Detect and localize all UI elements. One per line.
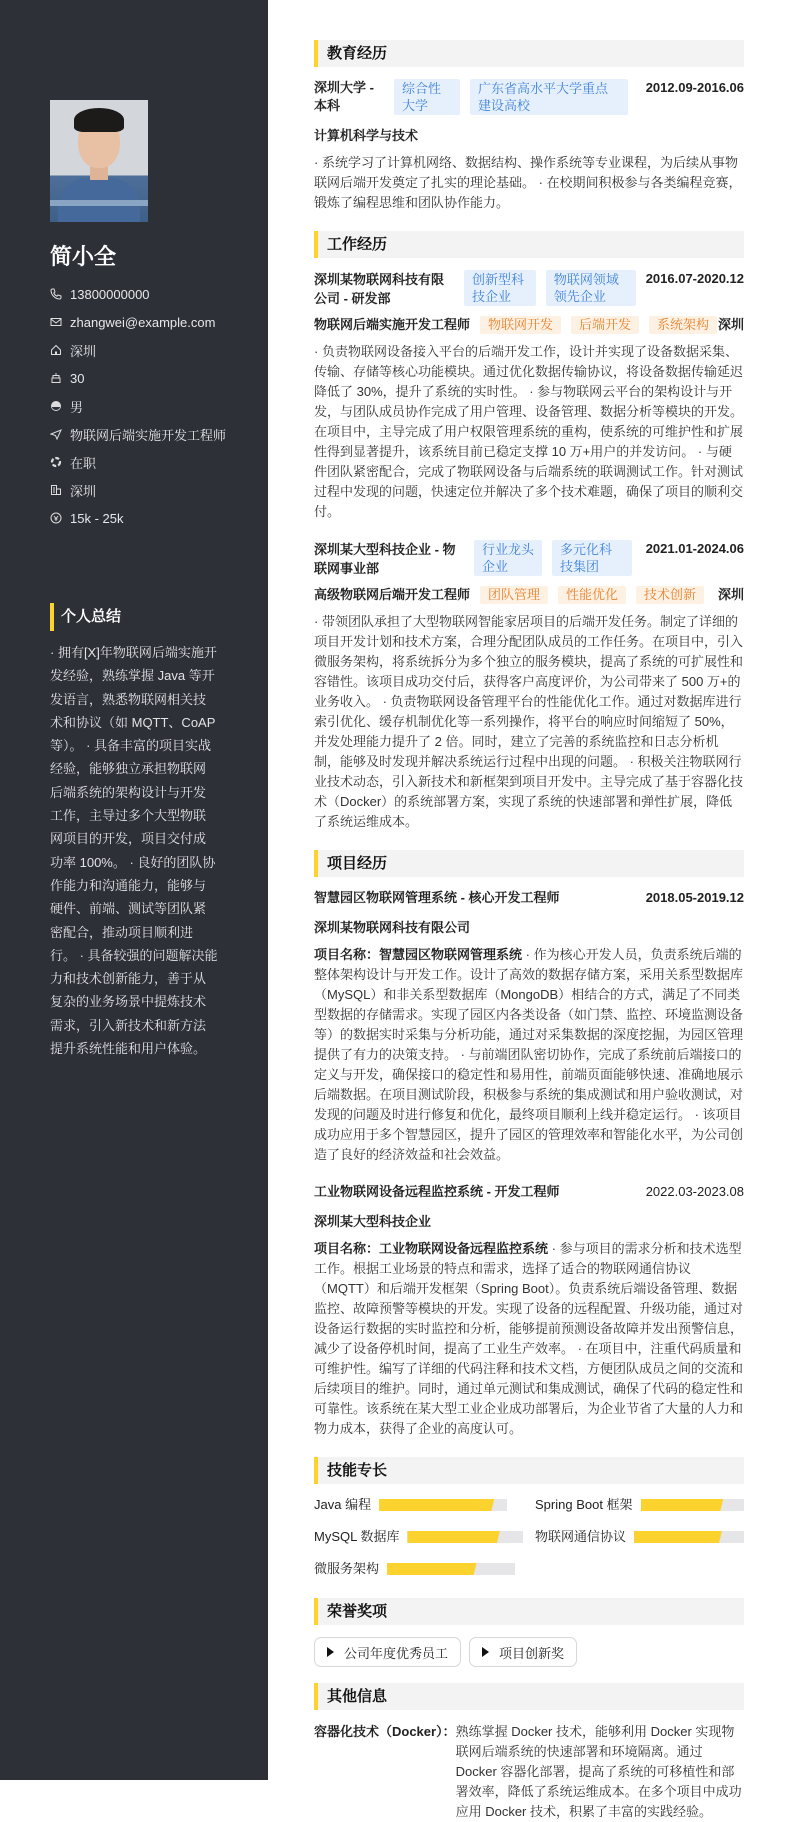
contact-gender: 男 [50, 392, 226, 420]
project-company: 深圳某大型科技企业 [314, 1214, 432, 1229]
skill-level-fill [379, 1499, 494, 1511]
gender-icon [50, 400, 62, 412]
award-button[interactable]: 公司年度优秀员工 [314, 1637, 461, 1667]
skill-tag: 系统架构 [649, 316, 717, 334]
project-description: · 参与项目的需求分析和技术选型工作。根据工业场景的特点和需求，选择了适合的物联网通信协议（MQTT）和后端开发框架（Spring Boot）。负责系统后端设备管理、数据监控、故障预警等模块的开发。实现了设备的远程配置、升级功能，通过对设备运行数据的实时监控和分析，能够提前预测设备故障并发出预警信息，减少了设备停机时间，提高了工业生产效率。 · 在项目中，注重代码质量和可维护性。编写了详细的代码注释和技术文档，方便团队成员之间的交流和后续项目的维护。同时，通过单元测试和集成测试，确保了代码的稳定性和可靠性。该系统在某大型工业企业成功部署后，为企业节省了大量的人力和物力成本，获得了企业的高度认可。 [314, 1241, 744, 1436]
play-icon [327, 1647, 334, 1657]
skill-level-bar [379, 1499, 507, 1511]
skill-tag: 性能优化 [558, 586, 626, 604]
skill-item [535, 1496, 744, 1514]
contact-email: zhangwei@example.com [50, 308, 226, 336]
school-tag: 综合性大学 [394, 79, 460, 115]
school-tag: 广东省高水平大学重点建设高校 [470, 79, 628, 115]
education-heading: 教育经历 [314, 40, 744, 67]
skill-item [314, 1528, 523, 1546]
home-icon [50, 344, 62, 356]
skill-level-bar [387, 1563, 515, 1575]
major: 计算机科学与技术 [314, 128, 419, 143]
skills-heading: 技能专长 [314, 1457, 744, 1484]
work-heading: 工作经历 [314, 231, 744, 258]
skill-name: Spring Boot 框架 [535, 1497, 633, 1512]
job-location: 深圳 [717, 587, 744, 602]
play-icon [482, 1647, 489, 1657]
job-description: · 负责物联网设备接入平台的后端开发工作，设计并实现了设备数据采集、传输、存储等核心功能模块。通过优化数据传输协议，将设备数据传输延迟降低了 30%，提升了系统的实时性。 · 参与物联网云平台的架构设计与开发，与团队成员协作完成了用户管理、设备管理、数据分析等模块的开发。在项目中，主导完成了用户权限管理系统的重构，使系统的可维护性和扩展性得到显著提升，该系统目前已稳定支撑 10 万+用户的并发访问。 · 与硬件团队紧密配合，完成了物联网设备与后端系统的联调测试工作。针对测试过程中发现的问题，快速定位并解决了多个技术难题，确保了项目的顺利交付。 [314, 344, 744, 519]
avatar [50, 100, 148, 222]
job-role: 高级物联网后端开发工程师 [314, 587, 471, 602]
summary-heading: 个人总结 [50, 603, 121, 631]
company-tag: 多元化科技集团 [552, 540, 632, 576]
cake-icon [50, 372, 62, 384]
skill-name: MySQL 数据库 [314, 1529, 400, 1544]
education-date: 2012.09-2016.06 [645, 80, 744, 95]
job-description: · 带领团队承担了大型物联网智能家居项目的后端开发任务。制定了详细的项目开发计划和技术方案，合理分配团队成员的工作任务。在项目中，引入微服务架构，将系统拆分为多个独立的服务模块，提高了系统的可扩展性和容错性。该项目成功交付后，获得客户高度评价，为公司带来了 500 万+的业务收入。 · 负责物联网设备管理平台的性能优化工作。通过对数据库进行索引优化、缓存机制优化等一系列操作，将平台的响应时间缩短了 50%，并发处理能力提升了 2 倍。同时，建立了完善的系统监控和日志分析机制，能够及时发现并解决系统运行过程中出现的问题。 · 积极关注物联网行业技术动态，引入新技术和新框架到项目开发中。主导完成了基于容器化技术（Docker）的系统部署方案，实现了系统的快速部署和弹性扩展，降低了系统运维成本。 [314, 614, 744, 829]
project-date: 2022.03-2023.08 [645, 1184, 744, 1199]
skill-tag: 技术创新 [636, 586, 704, 604]
other-value: 熟练掌握 Docker 技术，能够利用 Docker 实现物联网后端系统的快速部署和环境隔离。通过 Docker 容器化部署，提高了系统的可移植性和部署效率，降低了系统运维成本。在多个项目中成功应用 Docker 技术，积累了丰富的实践经验。 [455, 1724, 742, 1819]
skill-tag: 后端开发 [571, 316, 639, 334]
salary-icon [50, 512, 62, 524]
project-description: · 作为核心开发人员，负责系统后端的整体架构设计与开发工作。设计了高效的数据存储方案，采用关系型数据库（MySQL）和非关系型数据库（MongoDB）相结合的方式，满足了不同类型数据的存储需求。实现了园区内各类设备（如门禁、监控、环境监测设备等）的数据实时采集与分析功能，通过对采集数据的深度挖掘，为园区管理提供了有力的决策支持。 · 与前端团队密切协作，完成了系统前后端接口的定义与开发，确保接口的稳定性和易用性，前端页面能够快速、准确地展示后端数据。在项目测试阶段，积极参与系统的集成测试和用户验收测试，对发现的问题及时进行修复和优化，最终项目顺利上线并稳定运行。 · 该项目成功应用于多个智慧园区，提升了园区的管理效率和智能化水平，为公司创造了良好的经济效益和社会效益。 [314, 947, 744, 1162]
company-tag: 物联网领域领先企业 [546, 270, 636, 306]
project-title: 工业物联网设备远程监控系统 - 开发工程师 [314, 1184, 560, 1199]
skill-tag: 团队管理 [480, 586, 548, 604]
contact-position: 物联网后端实施开发工程师 [50, 420, 226, 448]
contact-salary: 15k - 25k [50, 504, 226, 532]
projects-heading: 项目经历 [314, 850, 744, 877]
contact-age: 30 [50, 364, 226, 392]
company-tag: 创新型科技企业 [464, 270, 536, 306]
send-icon [50, 428, 62, 440]
contact-phone: 13800000000 [50, 280, 226, 308]
education-entry [314, 79, 744, 213]
main-content [314, 40, 744, 1822]
job-entry [314, 540, 744, 832]
other-item [314, 1722, 744, 1822]
contact-status: 在职 [50, 448, 226, 476]
job-entry [314, 270, 744, 522]
skills-grid [314, 1496, 744, 1578]
project-title: 智慧园区物联网管理系统 - 核心开发工程师 [314, 890, 560, 905]
project-name-label: 项目名称：智慧园区物联网管理系统 [314, 947, 523, 962]
job-role: 物联网后端实施开发工程师 [314, 317, 471, 332]
education-description: · 系统学习了计算机网络、数据结构、操作系统等专业课程，为后续从事物联网后端开发奠定了扎实的理论基础。 · 在校期间积极参与各类编程竞赛，锻炼了编程思维和团队协作能力。 [314, 155, 742, 210]
summary-text: · 拥有[X]年物联网后端实施开发经验，熟练掌握 Java 等开发语言，熟悉物联网相关技术和协议（如 MQTT、CoAP 等）。 · 具备丰富的项目实战经验，能够独立承担物联网后端系统的架构设计与开发工作，主导过多个大型物联网项目的开发，项目交付成功率 100%。 · 良好的团队协作能力和沟通能力，能够与硬件、前端、测试等团队紧密配合，推动项目顺利进行。 · 具备较强的问题解决能力和技术创新能力，善于从复杂的业务场景中提炼技术需求，引入新技术和新方法提升系统性能和用户体验。 [50, 645, 218, 1057]
skill-level-bar [407, 1531, 523, 1543]
phone-icon [50, 288, 62, 300]
contact-work-city: 深圳 [50, 476, 226, 504]
job-location: 深圳 [717, 317, 744, 332]
company-name: 深圳某物联网科技有限公司 - 研发部 [314, 272, 445, 306]
job-date: 2021.01-2024.06 [645, 541, 744, 556]
contact-city: 深圳 [50, 336, 226, 364]
awards-heading: 荣誉奖项 [314, 1598, 744, 1625]
awards-list [314, 1637, 744, 1667]
company-tag: 行业龙头企业 [474, 540, 542, 576]
skill-level-bar [641, 1499, 744, 1511]
school-name: 深圳大学 - 本科 [314, 80, 374, 113]
other-heading: 其他信息 [314, 1683, 744, 1710]
project-entry [314, 1183, 744, 1439]
company-name: 深圳某大型科技企业 - 物联网事业部 [314, 542, 456, 576]
project-company: 深圳某物联网科技有限公司 [314, 920, 471, 935]
skill-level-bar [634, 1531, 744, 1543]
skill-level-fill [641, 1499, 724, 1511]
skill-level-fill [407, 1531, 499, 1543]
skill-item [314, 1496, 523, 1514]
skill-item [535, 1528, 744, 1546]
project-date: 2018.05-2019.12 [645, 890, 744, 905]
sidebar [0, 0, 268, 1780]
skill-name: Java 编程 [314, 1497, 372, 1512]
job-date: 2016.07-2020.12 [645, 271, 744, 286]
project-name-label: 项目名称：工业物联网设备远程监控系统 [314, 1241, 549, 1256]
skill-tag: 物联网开发 [480, 316, 561, 334]
skill-name: 物联网通信协议 [535, 1529, 627, 1544]
skill-level-fill [387, 1563, 477, 1575]
mail-icon [50, 316, 62, 328]
building-icon [50, 484, 62, 496]
skill-level-fill [634, 1531, 722, 1543]
candidate-name: 简小全 [50, 244, 117, 269]
skill-item [314, 1560, 523, 1578]
status-icon [50, 456, 62, 468]
contact-list [50, 280, 226, 532]
other-key: 容器化技术（Docker）： [314, 1724, 456, 1739]
award-button[interactable]: 项目创新奖 [469, 1637, 577, 1667]
skill-name: 微服务架构 [314, 1561, 380, 1576]
project-entry [314, 889, 744, 1165]
